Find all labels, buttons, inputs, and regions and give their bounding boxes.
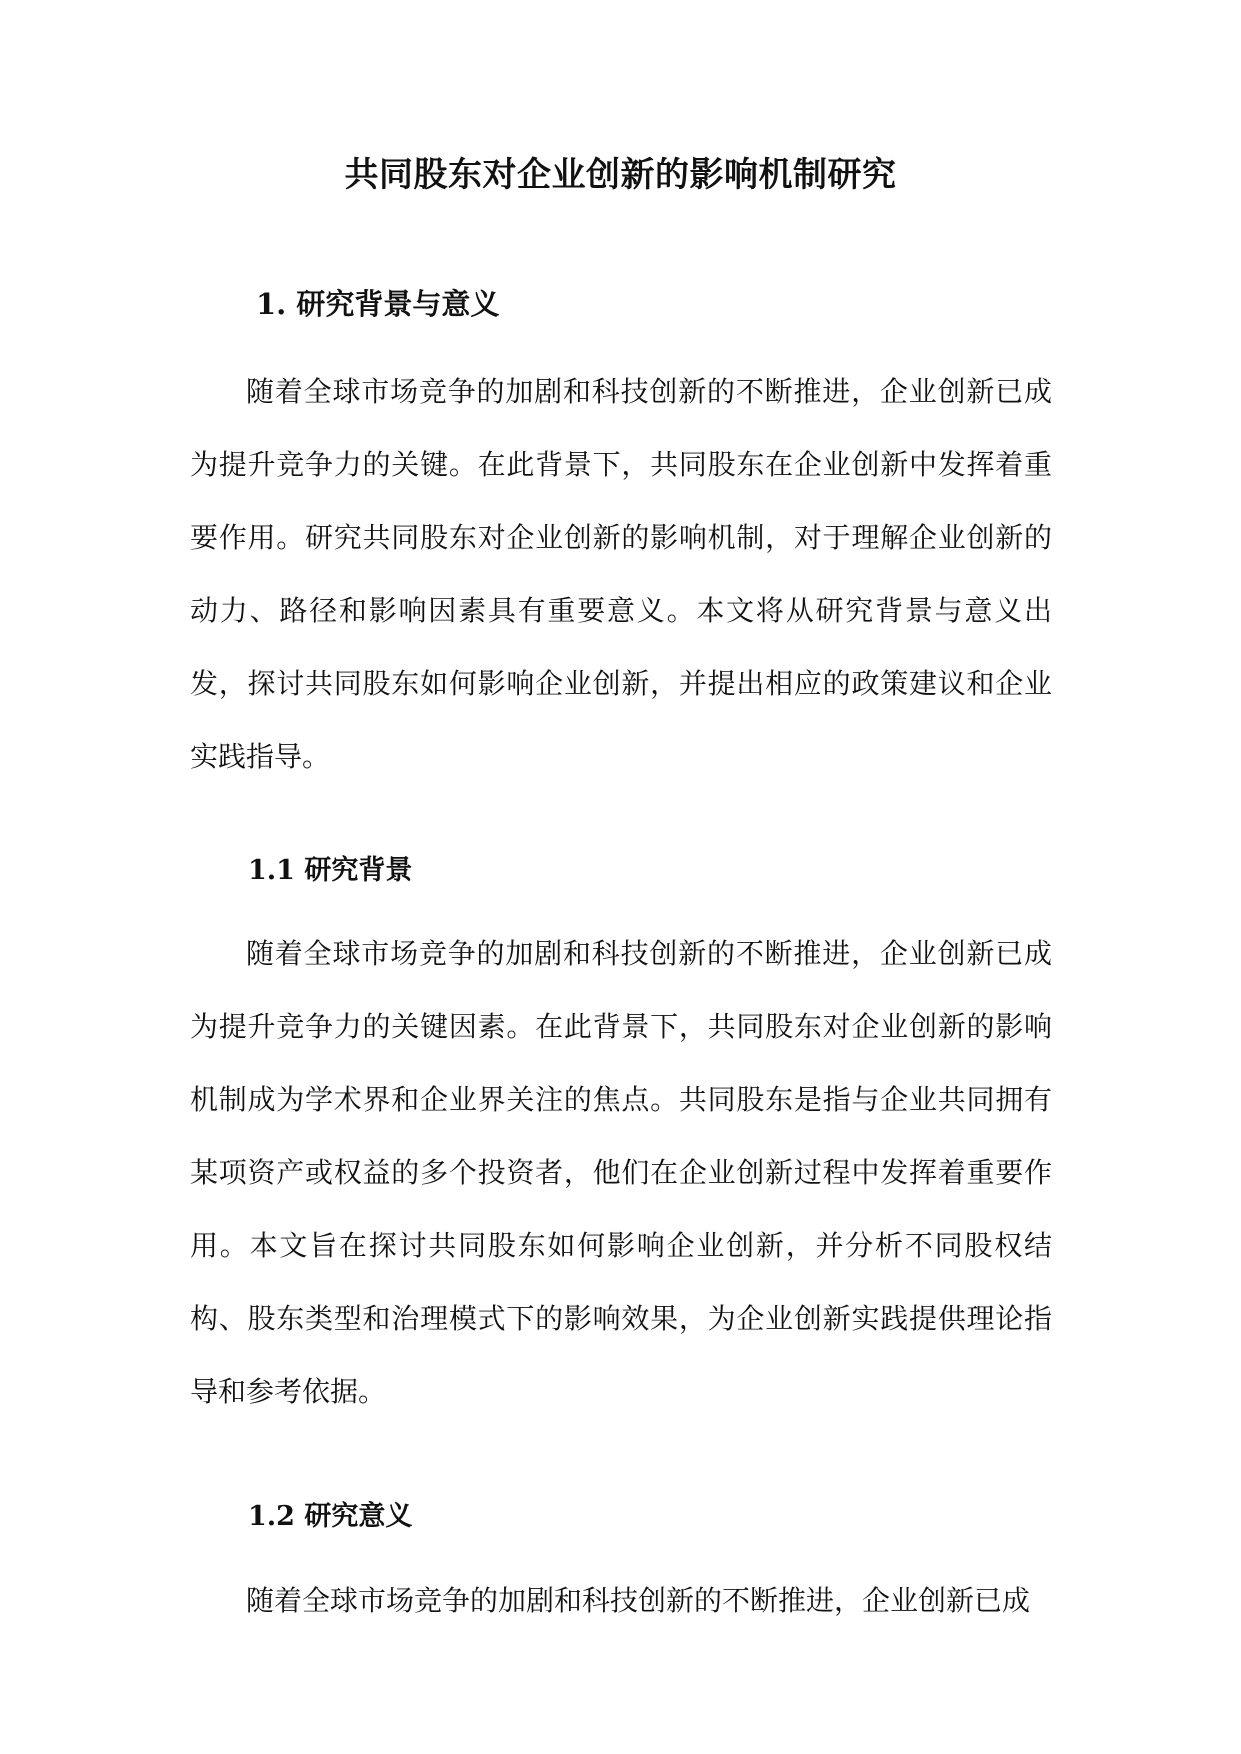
section-1-paragraph: 随着全球市场竞争的加剧和科技创新的不断推进，企业创新已成为提升竞争力的关键。在此背景下，共同股东在企业创新中发挥着重要作用。研究共同股东对企业创新的影响机制，对于理解企业创新的动力、路径和影响因素具有重要意义。本文将从研究背景与意义出发，探讨共同股东如何影响企业创新，并提出相应的政策建议和企业实践指导。 — [190, 375, 1052, 773]
section-heading-1: 1. 研究背景与意义 — [256, 287, 500, 321]
section-1-1-paragraph: 随着全球市场竞争的加剧和科技创新的不断推进，企业创新已成为提升竞争力的关键因素。在此背景下，共同股东对企业创新的影响机制成为学术界和企业界关注的焦点。共同股东是指与企业共同拥有某项资产或权益的多个投资者，他们在企业创新过程中发挥着重要作用。本文旨在探讨共同股东如何影响企业创新，并分析不同股权结构、股东类型和治理模式下的影响效果，为企业创新实践提供理论指导和参考依据。 — [190, 937, 1052, 1408]
section-heading-1-1: 1.1 研究背景 — [248, 855, 413, 886]
section-heading-1-2: 1.2 研究意义 — [248, 1501, 413, 1532]
document-title: 共同股东对企业创新的影响机制研究 — [344, 155, 897, 195]
section-1-2-paragraph: 随着全球市场竞争的加剧和科技创新的不断推进，企业创新已成 — [246, 1584, 1031, 1617]
